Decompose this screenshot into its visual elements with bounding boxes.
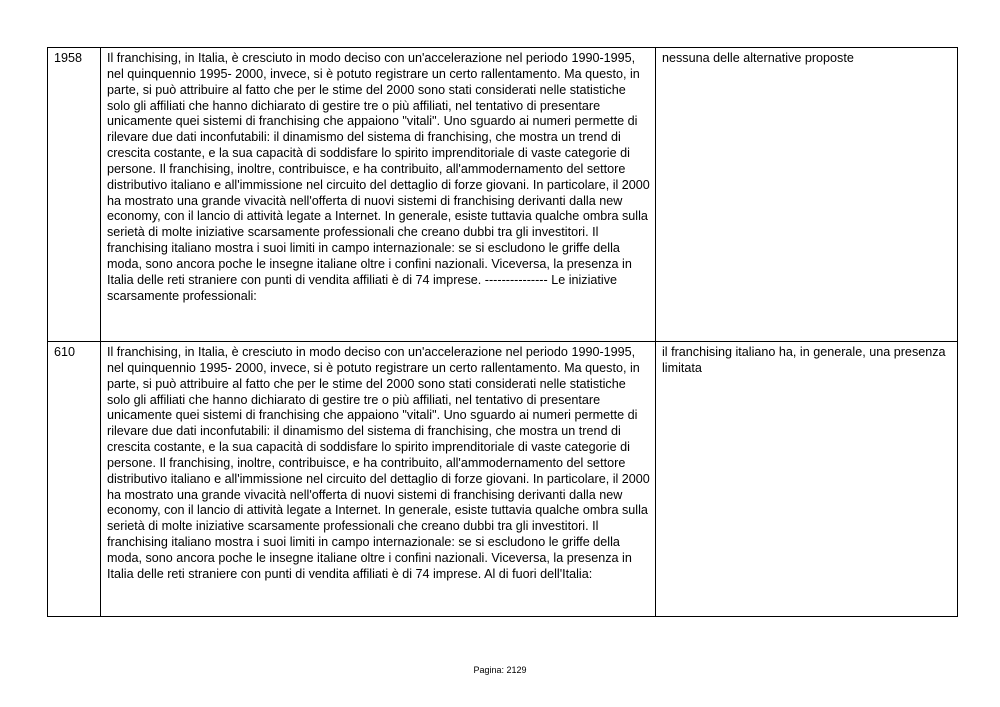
question-text: Il franchising, in Italia, è cresciuto in modo deciso con un'accelerazione nel periodo 1990-1995, nel quinquennio 1995- 2000, invece, si è potuto registrare un certo rallentamento. Ma questo, in parte, si può attribuire al fatto che per le stime del 2000 sono stati considerati nelle statistiche solo gli affiliati che hanno dichiarato di gestire tre o più affiliati, nel tentativo di presentare unicamente quei sistemi di franchising che appaiono "vitali". Uno sguardo ai numeri permette di rilevare due dati inconfutabili: il dinamismo del sistema di franchising, che mostra un trend di crescita costante, e la sua capacità di soddisfare lo spirito imprenditoriale di vaste categorie di persone. Il franchising, inoltre, contribuisce, e ha contribuito, all'ammodernamento del settore distributivo italiano e all'immissione nel circuito del dettaglio di forze giovani. In particolare, il 2000 ha mostrato una grande vivacità nell'offerta di nuovi sistemi di franchising derivanti dalla new economy, con il lancio di attività legate a Internet. In generale, esiste tuttavia qualche ombra sulla serietà di molte iniziative scarsamente professionali che creano dubbi tra gli investitori. Il franchising italiano mostra i suoi limiti in campo internazionale: se si escludono le griffe della moda, sono ancora poche le insegne italiane oltre i confini nazionali. Viceversa, la presenza in Italia delle reti straniere con punti di vendita affiliati è di 74 imprese. Al di fuori dell'Italia: xyxy=(107,345,650,581)
table-row xyxy=(48,342,958,617)
answer-cell xyxy=(656,342,958,617)
question-id: 610 xyxy=(54,345,76,359)
page-number: Pagina: 2129 xyxy=(473,665,527,675)
question-id-cell xyxy=(48,342,101,617)
answer-text: il franchising italiano ha, in generale, una presenza limitata xyxy=(662,345,946,375)
page-footer xyxy=(0,665,1000,676)
question-text-cell xyxy=(101,342,656,617)
answer-cell xyxy=(656,48,958,342)
question-table xyxy=(47,47,958,617)
table-row xyxy=(48,48,958,342)
question-text-cell xyxy=(101,48,656,342)
question-id: 1958 xyxy=(54,51,83,65)
question-id-cell xyxy=(48,48,101,342)
answer-text: nessuna delle alternative proposte xyxy=(662,51,854,65)
question-text: Il franchising, in Italia, è cresciuto in modo deciso con un'accelerazione nel periodo 1990-1995, nel quinquennio 1995- 2000, invece, si è potuto registrare un certo rallentamento. Ma questo, in parte, si può attribuire al fatto che per le stime del 2000 sono stati considerati nelle statistiche solo gli affiliati che hanno dichiarato di gestire tre o più affiliati, nel tentativo di presentare unicamente quei sistemi di franchising che appaiono "vitali". Uno sguardo ai numeri permette di rilevare due dati inconfutabili: il dinamismo del sistema di franchising, che mostra un trend di crescita costante, e la sua capacità di soddisfare lo spirito imprenditoriale di vaste categorie di persone. Il franchising, inoltre, contribuisce, e ha contribuito, all'ammodernamento del settore distributivo italiano e all'immissione nel circuito del dettaglio di forze giovani. In particolare, il 2000 ha mostrato una grande vivacità nell'offerta di nuovi sistemi di franchising derivanti dalla new economy, con il lancio di attività legate a Internet. In generale, esiste tuttavia qualche ombra sulla serietà di molte iniziative scarsamente professionali che creano dubbi tra gli investitori. Il franchising italiano mostra i suoi limiti in campo internazionale: se si escludono le griffe della moda, sono ancora poche le insegne italiane oltre i confini nazionali. Viceversa, la presenza in Italia delle reti straniere con punti di vendita affiliati è di 74 imprese. --------------- Le iniziative scarsamente professionali: xyxy=(107,51,650,303)
